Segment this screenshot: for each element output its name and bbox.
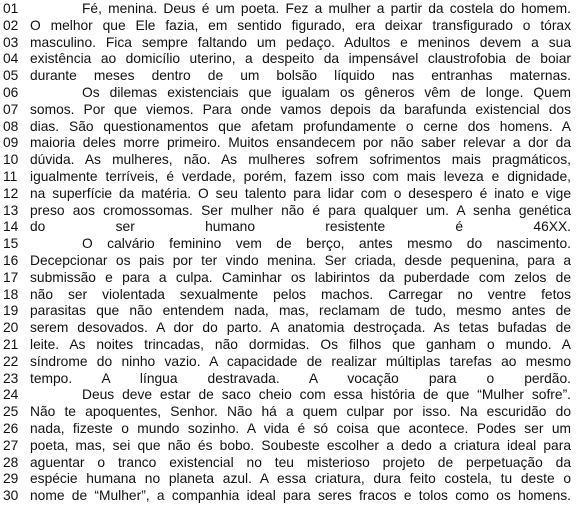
line-number: 03	[3, 34, 19, 50]
text-line	[0, 471, 577, 488]
line-number: 01	[3, 1, 19, 16]
text-line	[0, 253, 577, 270]
text-line	[0, 68, 577, 85]
line-number: 24	[3, 387, 19, 403]
line-number: 22	[3, 353, 19, 369]
text-line	[0, 287, 577, 304]
line-number: 25	[3, 404, 19, 420]
line-number: 13	[3, 202, 19, 218]
text-line	[0, 320, 577, 337]
line-number: 18	[3, 286, 19, 302]
line-number: 05	[3, 68, 19, 84]
line-text: poeta, mas, sei que não és bobo. Soubeste escolher a dedo a criatura ideal para	[30, 437, 571, 453]
text-line	[0, 35, 577, 52]
text-line	[0, 203, 577, 220]
text-line	[0, 152, 577, 169]
text-line	[0, 51, 577, 68]
line-text: tempo. A língua destravada. A vocação para o perdão.	[30, 370, 571, 386]
text-line	[0, 371, 577, 388]
line-text: síndrome do ninho vazio. A capacidade de realizar múltiplas tarefas ao mesmo	[30, 353, 571, 369]
line-number: 20	[3, 320, 19, 336]
line-number: 21	[3, 336, 19, 352]
line-number: 04	[3, 51, 19, 67]
line-number: 15	[3, 236, 19, 252]
line-number: 30	[3, 488, 19, 504]
text-line	[0, 337, 577, 354]
line-number: 12	[3, 185, 19, 201]
line-number: 28	[3, 454, 19, 470]
line-text: Deus deve estar de saco cheio com essa história de que “Mulher sofre”.	[82, 387, 571, 403]
text-line	[0, 438, 577, 455]
text-line	[0, 387, 577, 404]
line-number: 06	[3, 84, 19, 100]
text-line	[0, 186, 577, 203]
text-line	[0, 270, 577, 287]
text-line	[0, 18, 577, 35]
text-line	[0, 488, 577, 505]
text-line	[0, 169, 577, 186]
line-number: 02	[3, 17, 19, 33]
line-text: Decepcionar os pais por ter vindo menina. Ser criada, desde pequenina, para a	[30, 252, 571, 268]
line-text: não ser violentada sexualmente pelos machos. Carregar no ventre fetos	[30, 286, 571, 302]
line-text: Fé, menina. Deus é um poeta. Fez a mulher a partir da costela do homem.	[82, 1, 571, 16]
line-number: 26	[3, 420, 19, 436]
line-text: masculino. Fica sempre faltando um pedaço. Adultos e meninos devem a sua	[30, 34, 571, 50]
line-number: 16	[3, 252, 19, 268]
text-line	[0, 303, 577, 320]
line-text: Os dilemas existenciais que igualam os gêneros vêm de longe. Quem	[82, 84, 571, 100]
line-text: preso aos cromossomas. Ser mulher não é para qualquer um. A senha genética	[30, 202, 571, 218]
text-line	[0, 1, 577, 18]
line-text: Não te apoquentes, Senhor. Não há a quem culpar por isso. Na escuridão do	[30, 404, 571, 420]
line-text: nada, fizeste o mundo sozinho. A vida é só coisa que acontece. Podes ser um	[30, 420, 571, 436]
text-line	[0, 421, 577, 438]
text-line	[0, 455, 577, 472]
line-number: 09	[3, 135, 19, 151]
line-number: 14	[3, 219, 19, 235]
text-line	[0, 135, 577, 152]
line-text: O calvário feminino vem de berço, antes mesmo do nascimento.	[82, 236, 571, 252]
line-text: durante meses dentro de um bolsão líquido nas entranhas maternas.	[30, 68, 571, 84]
line-text: espécie humana no planeta azul. A essa criatura, dura feito costela, tu deste o	[30, 471, 571, 487]
line-text: parasitas que não entendem nada, mas, reclamam de tudo, mesmo antes de	[30, 303, 571, 319]
line-text: existência ao domicílio uterino, a despeito da impensável claustrofobia de boiar	[30, 51, 571, 67]
line-number: 08	[3, 118, 19, 134]
line-text: O melhor que Ele fazia, em sentido figurado, era deixar transfigurado o tórax	[30, 17, 571, 33]
line-text: somos. Por que viemos. Para onde vamos depois da barafunda existencial dos	[30, 101, 571, 117]
line-number: 23	[3, 370, 19, 386]
text-line	[0, 354, 577, 371]
line-text: igualmente terríveis, é verdade, porém, fazem isso com mais leveza e dignidade,	[30, 168, 571, 184]
line-number: 29	[3, 471, 19, 487]
line-text: maioria deles morre primeiro. Muitos ensandecem por não saber relevar a dor da	[30, 135, 571, 151]
line-text: na superfície da matéria. O seu talento para lidar com o desespero é inato e vige	[30, 185, 571, 201]
line-number: 17	[3, 269, 19, 285]
line-text: dias. São questionamentos que afetam profundamente o cerne dos homens. A	[30, 118, 571, 134]
line-number: 11	[3, 168, 18, 184]
text-line	[0, 102, 577, 119]
line-number: 27	[3, 437, 19, 453]
line-text: nome de “Mulher”, a companhia ideal para seres fracos e tolos como os homens.	[30, 488, 571, 504]
line-text: dúvida. As mulheres, não. As mulheres sofrem sofrimentos mais pragmáticos,	[30, 152, 571, 168]
line-text: submissão e para a culpa. Caminhar os labirintos da puberdade com zelos de	[30, 269, 571, 285]
line-number: 19	[3, 303, 19, 319]
text-line	[0, 404, 577, 421]
line-text: do ser humano resistente é 46XX.	[30, 219, 571, 235]
line-number: 10	[3, 152, 19, 168]
numbered-text	[0, 1, 577, 505]
text-line	[0, 119, 577, 136]
line-text: serem desovados. A dor do parto. A anatomia destroçada. As tetas bufadas de	[30, 320, 571, 336]
text-line	[0, 219, 577, 236]
text-line	[0, 236, 577, 253]
line-text: leite. As noites trincadas, não dormidas. Os filhos que ganham o mundo. A	[30, 336, 571, 352]
line-text: aguentar o tranco existencial no teu misterioso projeto de perpetuação da	[30, 454, 571, 470]
text-line	[0, 85, 577, 102]
line-number: 07	[3, 101, 19, 117]
